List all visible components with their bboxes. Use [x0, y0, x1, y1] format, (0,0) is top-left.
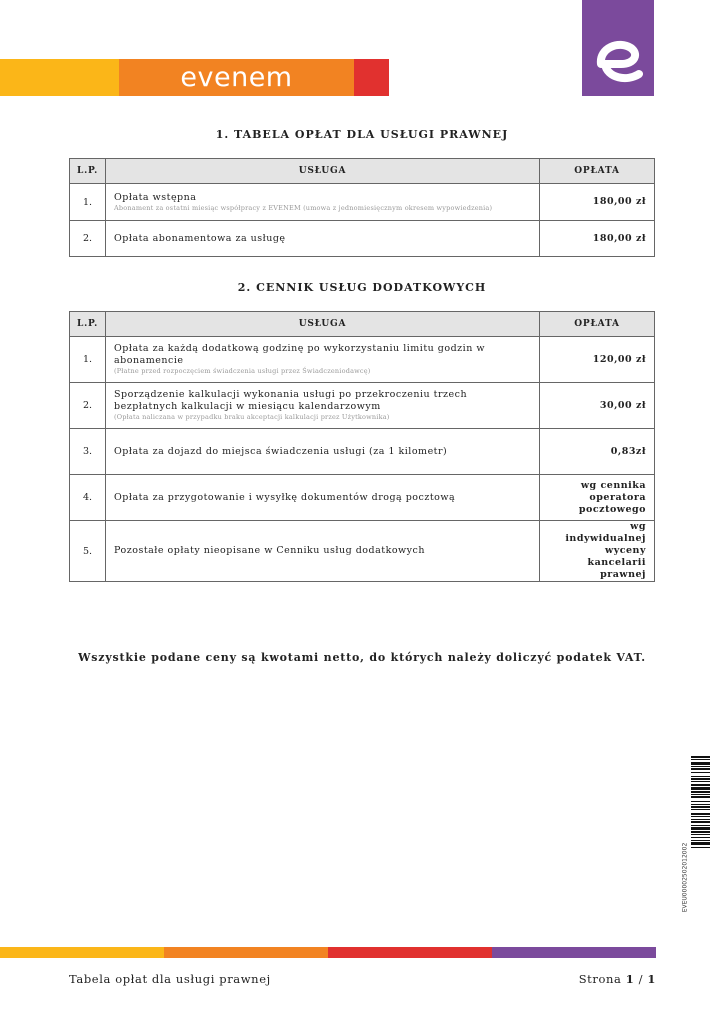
page-separator: /: [638, 972, 644, 986]
service-name: Opłata wstępna: [114, 191, 197, 203]
brand-wordmark: evenem: [180, 62, 293, 93]
section1-title: 1. TABELA OPŁAT DLA USŁUGI PRAWNEJ: [215, 128, 509, 141]
table-row: [70, 383, 655, 429]
table-row: [70, 429, 655, 475]
row-fee: wg cennika operatora pocztowego: [540, 475, 655, 521]
table-header-row: [70, 312, 655, 337]
row-fee: 0,83zł: [540, 429, 655, 475]
row-service: Opłata za dojazd do miejsca świadczenia usługi (za 1 kilometr): [106, 429, 540, 475]
header-band-yellow: [0, 59, 119, 96]
footer-band-purple: [492, 947, 656, 958]
footer-band-red: [328, 947, 492, 958]
table-row: [70, 521, 655, 582]
page-total: 1: [647, 972, 656, 986]
column-header-service: USŁUGA: [106, 312, 540, 337]
row-fee: 120,00 zł: [540, 337, 655, 383]
row-fee: wg indywidualnej wyceny kancelarii prawnej: [540, 521, 655, 582]
vat-note: Wszystkie podane ceny są kwotami netto, do których należy doliczyć podatek VAT.: [78, 651, 646, 664]
footer-document-title: Tabela opłat dla usługi prawnej: [69, 972, 271, 986]
section2-title: 2. CENNIK USŁUG DODATKOWYCH: [237, 281, 487, 294]
row-fee: 180,00 zł: [540, 221, 655, 257]
row-service: Pozostałe opłaty nieopisane w Cenniku usług dodatkowych: [106, 521, 540, 582]
column-header-service: USŁUGA: [106, 159, 540, 184]
page-label: Strona: [578, 972, 622, 986]
table-row: [70, 221, 655, 257]
table-row: [70, 337, 655, 383]
row-lp: 2.: [70, 383, 106, 429]
service-note: Abonament za ostatni miesiąc współpracy z EVENEM (umowa z jednomiesięcznym okresem wypowiedzenia): [114, 203, 493, 212]
column-header-lp: L.P.: [70, 312, 106, 337]
row-lp: 2.: [70, 221, 106, 257]
row-service: [106, 184, 540, 221]
table-header-row: [70, 159, 655, 184]
row-lp: 1.: [70, 337, 106, 383]
logo: [582, 0, 654, 96]
barcode-number: EVEU00002502012002: [681, 842, 689, 913]
barcode-icon: [691, 756, 710, 920]
row-service: [106, 337, 540, 383]
footer-band-yellow: [0, 947, 164, 958]
table-row: [70, 184, 655, 221]
row-lp: 5.: [70, 521, 106, 582]
row-lp: 1.: [70, 184, 106, 221]
evenem-e-logo-icon: [591, 34, 645, 88]
row-lp: 4.: [70, 475, 106, 521]
column-header-fee: OPŁATA: [540, 312, 655, 337]
page-number: [579, 972, 656, 986]
row-lp: 3.: [70, 429, 106, 475]
column-header-lp: L.P.: [70, 159, 106, 184]
footer-band-orange: [164, 947, 328, 958]
service-note: (Płatne przed rozpoczęciem świadczenia usługi przez Świadczeniodawcę): [114, 367, 371, 375]
column-header-fee: OPŁATA: [540, 159, 655, 184]
service-name: Opłata za każdą dodatkową godzinę po wykorzystaniu limitu godzin w abonamencie: [114, 343, 485, 366]
row-service: Opłata abonamentowa za usługę: [106, 221, 540, 257]
service-name: Sporządzenie kalkulacji wykonania usługi po przekroczeniu trzech bezpłatnych kalkulacji w miesiącu kalendarzowym: [114, 389, 468, 412]
page-current: 1: [625, 972, 635, 986]
row-service: [106, 383, 540, 429]
table-row: [70, 475, 655, 521]
service-note: (Opłata naliczana w przypadku braku akceptacji kalkulacji przez Użytkownika): [114, 413, 390, 421]
header-band-red: [354, 59, 389, 96]
row-service: Opłata za przygotowanie i wysyłkę dokumentów drogą pocztową: [106, 475, 540, 521]
row-fee: 30,00 zł: [540, 383, 655, 429]
row-fee: 180,00 zł: [540, 184, 655, 221]
fee-table: [69, 158, 655, 257]
additional-services-table: [69, 311, 655, 582]
